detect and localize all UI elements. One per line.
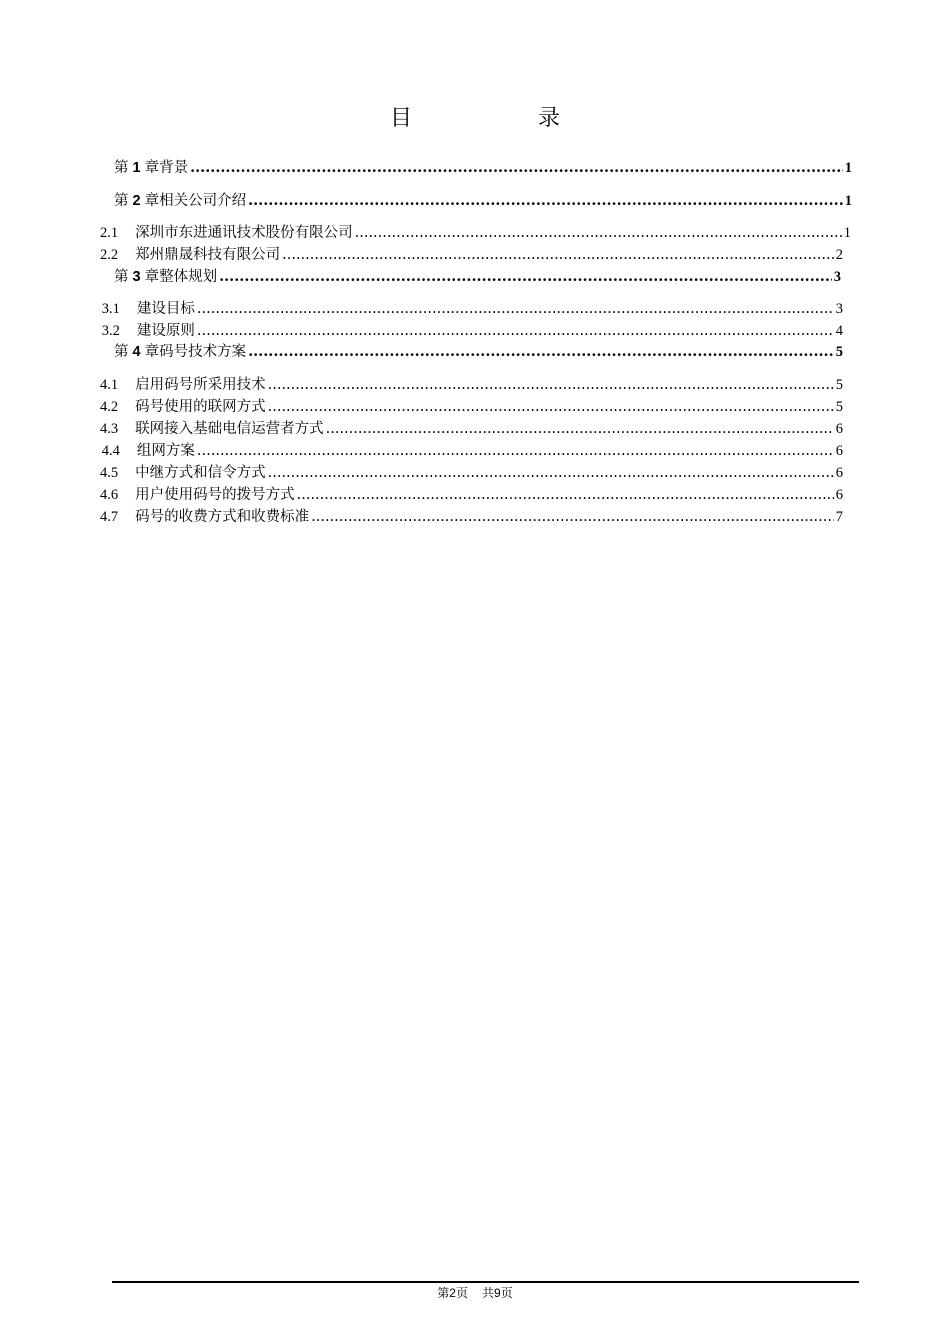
toc-dot-leader	[248, 191, 843, 211]
toc-section-number: 4.2	[100, 399, 119, 415]
toc-dot-leader	[197, 321, 834, 341]
toc-section-number: 4.5	[100, 465, 119, 481]
page-footer	[0, 1285, 950, 1301]
toc-entry-chapter-4[interactable]	[0, 342, 843, 362]
toc-dot-leader	[190, 158, 843, 178]
toc-entry-section-2-2[interactable]	[0, 245, 843, 265]
toc-chapter-number: 第 3 章	[114, 269, 160, 285]
toc-page-number: 6	[835, 465, 843, 481]
toc-dot-leader	[248, 342, 834, 362]
toc-dot-leader	[197, 299, 834, 319]
toc-entry-section-3-2[interactable]	[0, 321, 843, 341]
toc-entry-section-4-5[interactable]	[0, 463, 843, 483]
toc-entry-label: 深圳市东进通讯技术股份有限公司	[135, 225, 353, 241]
toc-page-number: 5	[835, 399, 843, 415]
toc-page-number: 6	[835, 487, 843, 503]
page-title: 目 录	[389, 106, 612, 131]
toc-page-number: 4	[835, 323, 843, 339]
toc-page-number: 1	[844, 193, 852, 209]
toc-entry-label: 建设原则	[136, 323, 195, 339]
footer-total-prefix: 共	[482, 1286, 495, 1300]
toc-entry-label: 码号的收费方式和收费标准	[135, 509, 310, 525]
toc-page-number: 7	[835, 509, 843, 525]
toc-entry-label: 建设目标	[136, 301, 195, 317]
toc-entry-section-4-6[interactable]	[0, 485, 843, 505]
footer-total-suffix: 页	[500, 1286, 513, 1300]
toc-chapter-number: 第 4 章	[114, 344, 160, 360]
toc-page-number: 5	[835, 344, 843, 360]
footer-page-suffix: 页	[455, 1286, 468, 1300]
toc-entry-label: 码号使用的联网方式	[135, 399, 266, 415]
toc-dot-leader	[219, 267, 832, 287]
toc-section-number: 4.6	[100, 487, 119, 503]
toc-entry-label: 用户使用码号的拨号方式	[135, 487, 295, 503]
toc-entry-label: 中继方式和信令方式	[135, 465, 266, 481]
toc-entry-section-4-3[interactable]	[0, 419, 843, 439]
toc-entry-label: 整体规划	[159, 269, 218, 285]
toc-entry-label: 组网方案	[136, 443, 195, 459]
toc-entry-label: 郑州鼎晟科技有限公司	[135, 247, 281, 263]
toc-page-number: 6	[835, 421, 843, 437]
toc-chapter-number: 第 1 章	[114, 160, 160, 176]
toc-section-number: 4.3	[100, 421, 119, 437]
toc-entry-label: 码号技术方案	[159, 344, 247, 360]
toc-entry-label: 联网接入基础电信运营者方式	[135, 421, 324, 437]
toc-entry-chapter-1[interactable]	[0, 158, 852, 178]
footer-page-prefix: 第	[437, 1286, 450, 1300]
footer-page-current: 2	[449, 1286, 456, 1300]
toc-dot-leader	[197, 441, 834, 461]
toc-section-number: 2.1	[100, 225, 119, 241]
toc-chapter-number: 第 2 章	[114, 193, 160, 209]
toc-section-number: 3.2	[101, 323, 120, 339]
toc-entry-section-2-1[interactable]	[0, 223, 851, 243]
toc-dot-leader	[268, 397, 834, 417]
toc-entry-section-4-7[interactable]	[0, 507, 843, 527]
toc-dot-leader	[268, 463, 834, 483]
toc-entry-section-3-1[interactable]	[0, 299, 843, 319]
toc-page-number: 2	[835, 247, 843, 263]
toc-entry-label: 背景	[159, 160, 189, 176]
toc-dot-leader	[355, 223, 842, 243]
toc-page-number: 1	[844, 160, 852, 176]
toc-page-number: 3	[833, 269, 841, 285]
toc-dot-leader	[311, 507, 834, 527]
toc-page-number: 3	[835, 301, 843, 317]
toc-entry-chapter-2[interactable]	[0, 191, 852, 211]
toc-section-number: 3.1	[101, 301, 120, 317]
toc-entry-section-4-4[interactable]	[0, 441, 843, 461]
toc-entry-section-4-2[interactable]	[0, 397, 843, 417]
toc-entry-section-4-1[interactable]	[0, 375, 843, 395]
toc-section-number: 2.2	[100, 247, 119, 263]
toc-dot-leader	[326, 419, 834, 439]
toc-section-number: 4.7	[100, 509, 119, 525]
toc-entry-chapter-3[interactable]	[0, 267, 841, 287]
toc-page-number: 1	[843, 225, 851, 241]
toc-section-number: 4.1	[100, 377, 119, 393]
toc-dot-leader	[297, 485, 834, 505]
toc-page-number: 6	[835, 443, 843, 459]
toc-entry-label: 相关公司介绍	[159, 193, 247, 209]
toc-dot-leader	[282, 245, 834, 265]
footer-total-pages: 9	[494, 1286, 501, 1300]
toc-entry-label: 启用码号所采用技术	[135, 377, 266, 393]
toc-section-number: 4.4	[101, 443, 120, 459]
toc-dot-leader	[268, 375, 834, 395]
footer-rule	[112, 1281, 859, 1283]
toc-page-number: 5	[835, 377, 843, 393]
